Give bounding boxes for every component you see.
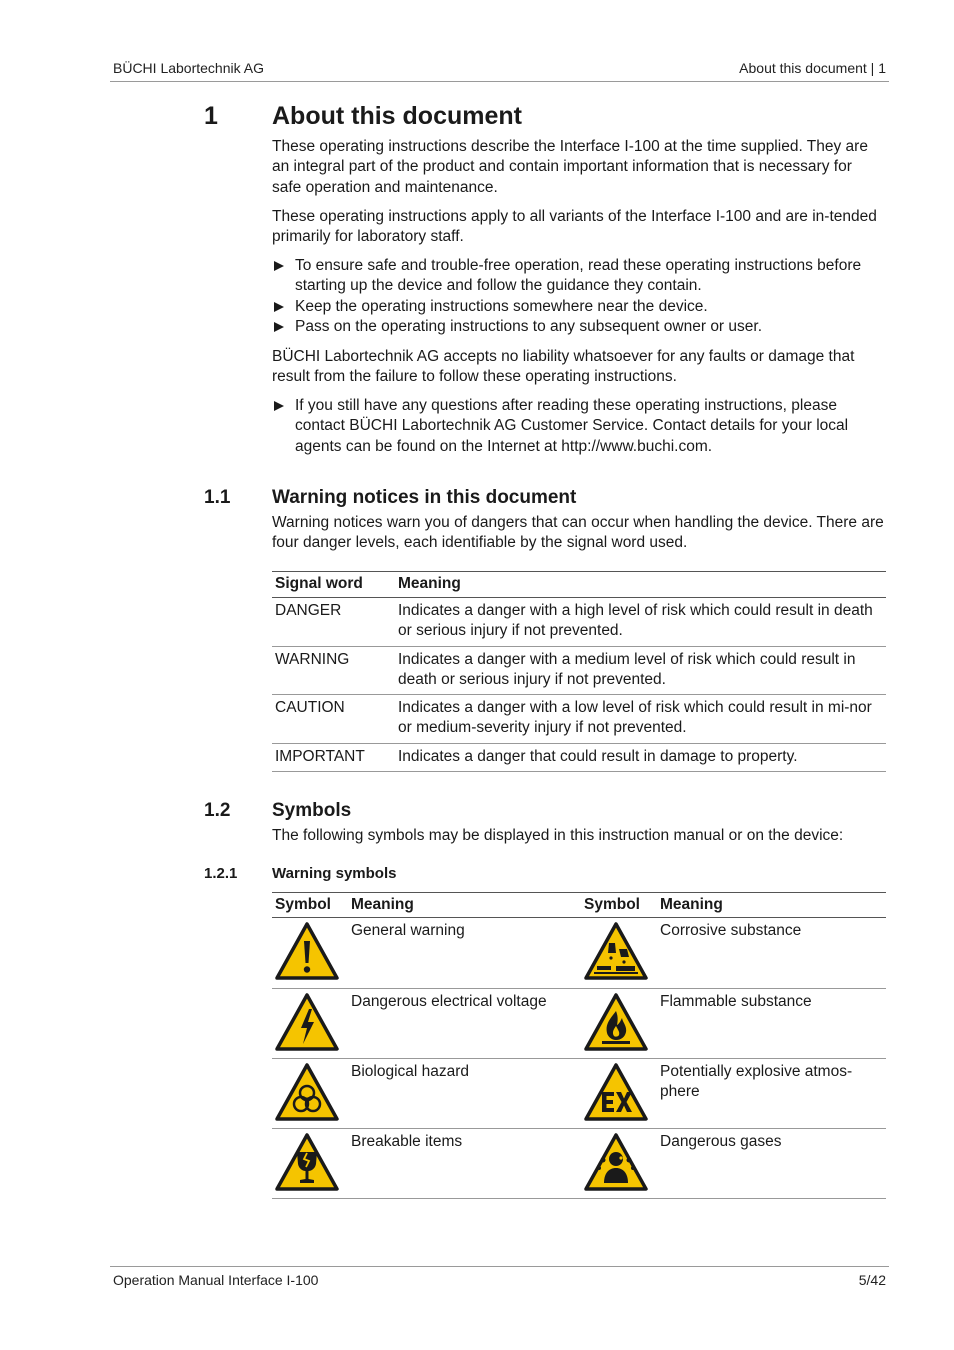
table-row <box>272 918 886 988</box>
footer-document-title: Operation Manual Interface I-100 <box>113 1272 319 1288</box>
signal-meaning: Indicates a danger that could result in damage to property. <box>395 743 886 771</box>
list-item <box>272 256 884 297</box>
liability-paragraph: BÜCHI Labortechnik AG accepts no liability whatsoever for any faults or damage that result from the failure to follow these operating instructions. <box>272 348 855 386</box>
list-item <box>272 396 884 457</box>
symbol-cell <box>581 918 657 988</box>
header-rule <box>110 81 889 82</box>
list-item <box>272 317 884 337</box>
symbol-cell <box>581 1129 657 1199</box>
corrosive-substance-icon <box>583 921 649 981</box>
biological-hazard-icon <box>274 1062 340 1122</box>
column-header: Meaning <box>348 893 581 918</box>
signal-meaning: Indicates a danger with a medium level of risk which could result in death or serious injury if not prevented. <box>395 646 886 695</box>
symbol-meaning: Breakable items <box>348 1129 581 1199</box>
column-header: Meaning <box>395 572 886 598</box>
signal-meaning: Indicates a danger with a low level of risk which could result in mi-nor or medium-severity injury if not prevented. <box>395 695 886 744</box>
section-intro: The following symbols may be displayed in this instruction manual or on the device: <box>272 827 844 844</box>
symbol-meaning: Potentially explosive atmos-phere <box>657 1058 886 1128</box>
table-row <box>272 646 886 695</box>
warning-symbols-table <box>272 892 886 1199</box>
signal-word: CAUTION <box>272 695 395 744</box>
section-title: Symbols <box>272 800 352 821</box>
paragraph: These operating instructions apply to all variants of the Interface I-100 and are in-tended primarily for laboratory staff. <box>272 208 877 246</box>
column-header: Symbol <box>581 893 657 918</box>
column-header: Signal word <box>272 572 395 598</box>
signal-meaning: Indicates a danger with a high level of risk which could result in death or serious injury if not prevented. <box>395 598 886 647</box>
symbol-cell <box>272 1129 348 1199</box>
breakable-items-icon <box>274 1132 340 1192</box>
symbol-meaning: General warning <box>348 918 581 988</box>
table-row <box>272 695 886 744</box>
header-section: About this document | 1 <box>739 60 886 76</box>
list-item-text: If you still have any questions after reading these operating instructions, please contact BÜCHI Labortechnik AG Customer Service. Contact details for your local agents can be found on the Internet at http://www.buchi.com. <box>295 397 849 455</box>
bullet-triangle-icon <box>274 401 284 411</box>
electrical-voltage-icon <box>274 992 340 1052</box>
symbol-cell <box>272 1058 348 1128</box>
paragraph: These operating instructions describe the Interface I-100 at the time supplied. They are an integral part of the product and contain important information that is necessary for safe operation and maintenance. <box>272 138 868 196</box>
list-item <box>272 297 884 317</box>
symbol-meaning: Dangerous gases <box>657 1129 886 1199</box>
table-row <box>272 598 886 647</box>
section-title: Warning notices in this document <box>272 487 577 508</box>
general-warning-icon <box>274 921 340 981</box>
table-header-row <box>272 893 886 918</box>
symbol-cell <box>272 988 348 1058</box>
flammable-substance-icon <box>583 992 649 1052</box>
signal-word: IMPORTANT <box>272 743 395 771</box>
explosive-atmosphere-icon <box>583 1062 649 1122</box>
column-header: Meaning <box>657 893 886 918</box>
list-item-text: Keep the operating instructions somewhere near the device. <box>295 298 708 315</box>
table-row <box>272 1058 886 1128</box>
table-row <box>272 988 886 1058</box>
list-item-text: To ensure safe and trouble-free operation, read these operating instructions before starting up the device and follow the guidance they contain. <box>295 257 862 295</box>
subsection-number: 1.2.1 <box>204 865 238 882</box>
symbol-meaning: Corrosive substance <box>657 918 886 988</box>
signal-word-table <box>272 571 886 772</box>
table-header-row <box>272 572 886 598</box>
dangerous-gases-icon <box>583 1132 649 1192</box>
section-intro: Warning notices warn you of dangers that can occur when handling the device. There are four danger levels, each identifiable by the signal word used. <box>272 514 884 552</box>
table-row <box>272 1129 886 1199</box>
column-header: Symbol <box>272 893 348 918</box>
symbol-meaning: Flammable substance <box>657 988 886 1058</box>
table-row <box>272 743 886 771</box>
symbol-meaning: Dangerous electrical voltage <box>348 988 581 1058</box>
bullet-triangle-icon <box>274 322 284 332</box>
signal-word: WARNING <box>272 646 395 695</box>
header-company: BÜCHI Labortechnik AG <box>113 60 264 76</box>
section-number: 1.1 <box>204 487 231 508</box>
chapter-number: 1 <box>204 102 218 130</box>
bullet-triangle-icon <box>274 302 284 312</box>
list-item-text: Pass on the operating instructions to any subsequent owner or user. <box>295 318 763 335</box>
bullet-triangle-icon <box>274 261 284 271</box>
symbol-meaning: Biological hazard <box>348 1058 581 1128</box>
page-number: 5/42 <box>858 1272 886 1288</box>
symbol-cell <box>272 918 348 988</box>
footer-rule <box>110 1266 889 1267</box>
section-number: 1.2 <box>204 800 231 821</box>
subsection-title: Warning symbols <box>272 865 397 882</box>
chapter-title: About this document <box>272 102 522 130</box>
symbol-cell <box>581 988 657 1058</box>
signal-word: DANGER <box>272 598 395 647</box>
symbol-cell <box>581 1058 657 1128</box>
